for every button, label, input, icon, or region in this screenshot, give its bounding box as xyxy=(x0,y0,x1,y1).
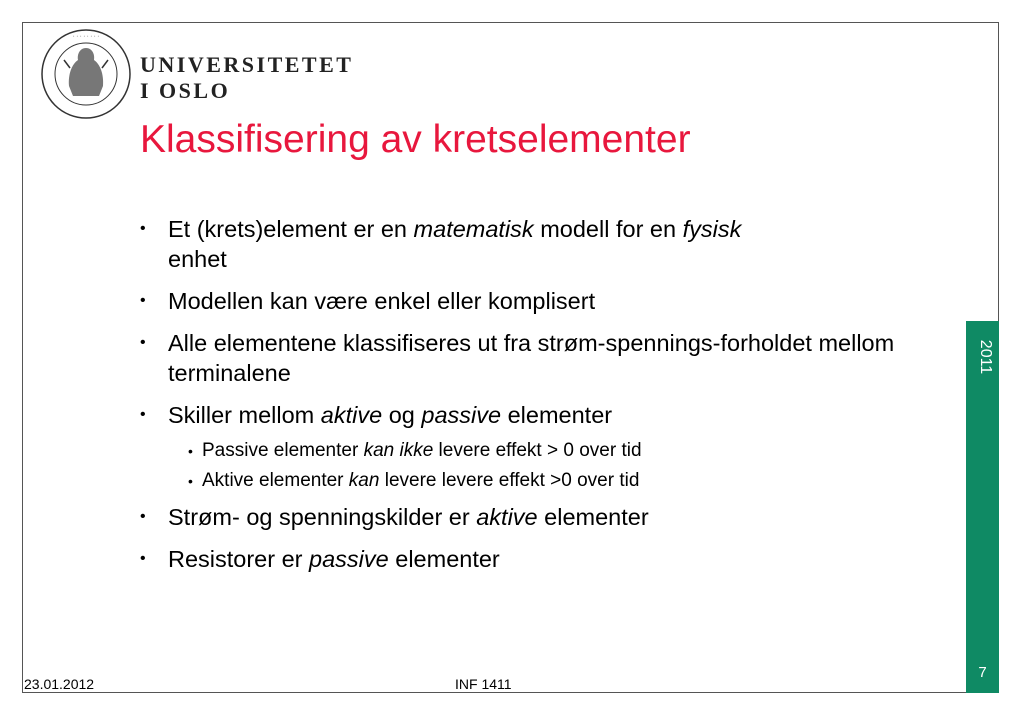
bullet-dot-icon: • xyxy=(140,292,146,309)
bullet-item: • Strøm- og spenningskilder er aktive elementer xyxy=(140,504,649,530)
bullet-dot-icon: • xyxy=(140,334,146,351)
footer-course: INF 1411 xyxy=(455,676,512,692)
bullet-item: • Resistorer er passive elementer xyxy=(140,546,500,572)
year-label: 2011 xyxy=(977,339,995,375)
bullet-dot-icon: • xyxy=(140,220,146,237)
bullet-dot-icon: • xyxy=(188,473,193,489)
slide-title: Klassifisering av kretselementer xyxy=(140,118,691,161)
bullet-dot-icon: • xyxy=(140,550,146,567)
bullet-item: • Modellen kan være enkel eller komplisert xyxy=(140,288,596,314)
university-line-2: I OSLO xyxy=(140,78,231,103)
university-seal-icon xyxy=(40,28,132,120)
page-number: 7 xyxy=(978,664,987,681)
bullet-dot-icon: • xyxy=(140,406,146,423)
bullet-item: • Alle elementene klassifiseres ut fra strøm-spennings-forholdet mellom terminalene xyxy=(140,330,895,386)
sub-bullet-item: • Aktive elementer kan levere levere effekt >0 over tid xyxy=(140,468,920,494)
bullet-dot-icon: • xyxy=(140,508,146,525)
university-name xyxy=(140,52,353,104)
footer-date: 23.01.2012 xyxy=(24,676,95,692)
bullet-item: • Et (krets)element er en matematisk modell for en fysisk enhet xyxy=(140,216,742,272)
sub-bullet-item: • Passive elementer kan ikke levere effekt > 0 over tid xyxy=(140,438,920,464)
bullet-list xyxy=(140,214,920,586)
bullet-item: • Skiller mellom aktive og passive elementer xyxy=(140,402,613,428)
svg-text:· · · · · · · ·: · · · · · · · · xyxy=(72,34,100,40)
bullet-dot-icon: • xyxy=(188,443,193,459)
university-line-1: UNIVERSITETET xyxy=(140,52,354,77)
